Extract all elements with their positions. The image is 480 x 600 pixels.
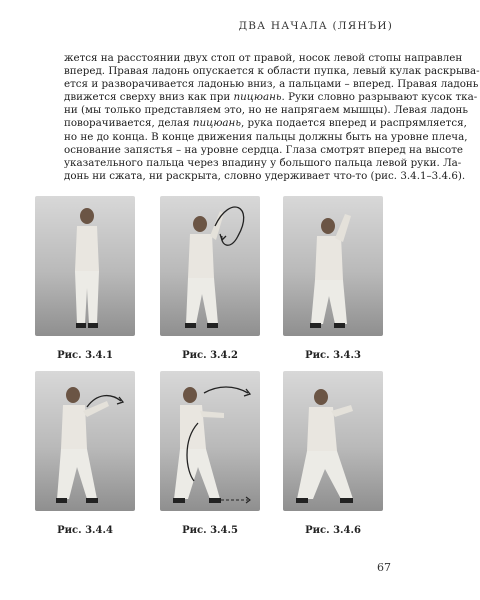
step-forward-figure-illustration [35,371,135,511]
term-pituan: пицюань [233,91,282,104]
hands-raised-figure-illustration [283,196,383,336]
figure-caption: Рис. 3.4.4 [57,525,113,536]
figure-photo-3-4-6 [283,371,383,511]
figure-caption: Рис. 3.4.2 [182,350,238,361]
reach-figure-illustration [160,371,260,511]
text-line: ни (мы только представляем это, но не напрягаем мышцы). Левая ладонь [64,104,469,117]
final-stance-figure-illustration [283,371,383,511]
text-line: движется сверху вниз как при пицюань. Руки словно разрывают кусок тка- [64,91,478,104]
figure-photo-3-4-5 [160,371,260,511]
text-line: вперед. Правая ладонь опускается к области пупка, левый кулак раскрыва- [64,65,480,78]
body-paragraph [64,52,480,183]
text-line: указательного пальца через впадину у большого пальца левой руки. Ла- [64,156,462,169]
standing-figure-illustration [35,196,135,336]
figure-caption: Рис. 3.4.1 [57,350,113,361]
text-line: донь ни сжата, ни раскрыта, словно удерживает что-то (рис. 3.4.1–3.4.6). [64,169,466,182]
term-pituan: пицюань [192,117,241,130]
running-header: ДВА НАЧАЛА (ЛЯНЪИ) [238,20,393,32]
figure-caption: Рис. 3.4.5 [182,525,238,536]
figure-photo-3-4-3 [283,196,383,336]
figure-caption: Рис. 3.4.6 [305,525,361,536]
text-line: поворачивается, делая пицюань, рука подается вперед и распрямляется, [64,117,467,130]
figure-caption: Рис. 3.4.3 [305,350,361,361]
text-line: жется на расстоянии двух стоп от правой, носок левой стопы направлен [64,52,463,64]
text-line: основание запястья – на уровне сердца. Глаза смотрят вперед на высоте [64,143,464,156]
text-line: но не до конца. В конце движения пальцы должны быть на уровне плеча, [64,130,468,143]
arm-raise-figure-illustration [160,196,260,336]
page-number: 67 [377,561,391,574]
figure-photo-3-4-2 [160,196,260,336]
figure-photo-3-4-4 [35,371,135,511]
figure-photo-3-4-1 [35,196,135,336]
text-line: ется и разворачивается ладонью вниз, а пальцами – вперед. Правая ладонь [64,78,479,91]
